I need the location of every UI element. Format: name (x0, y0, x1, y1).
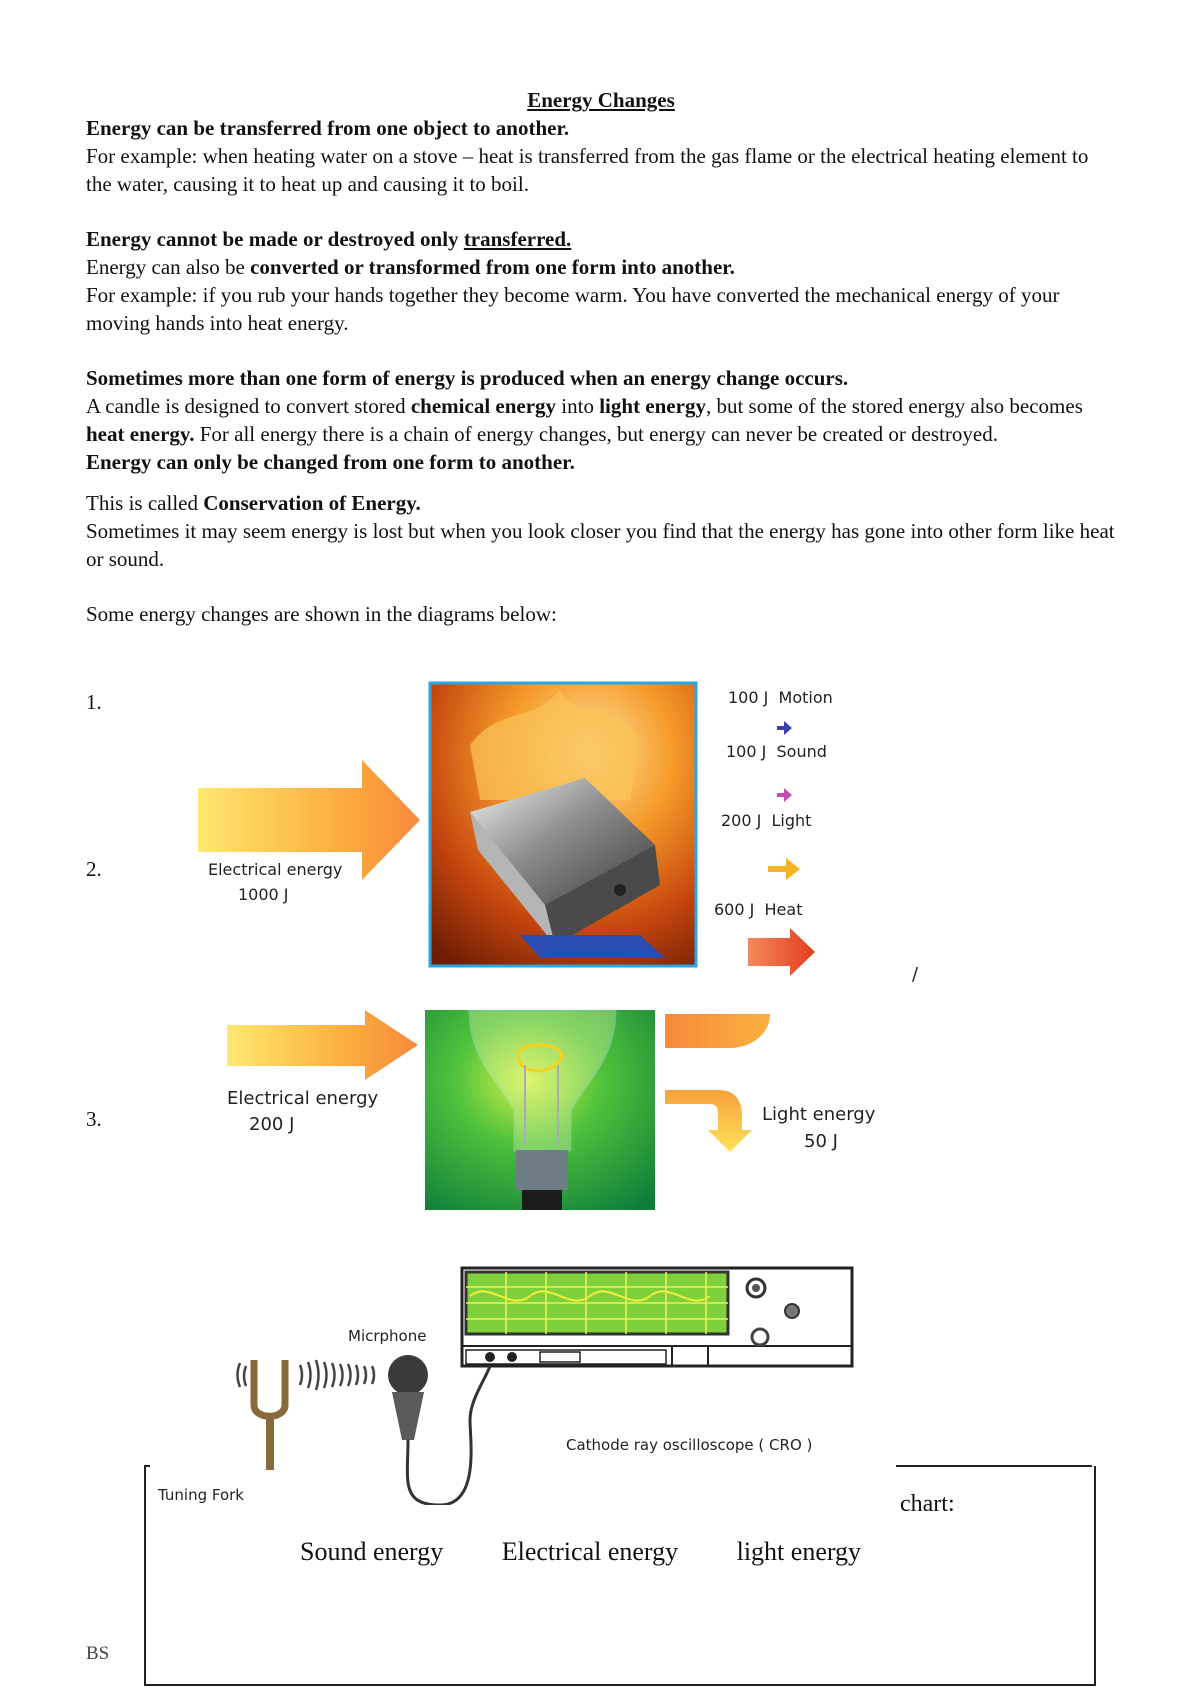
footer-initials: BS (86, 1643, 110, 1664)
chart-label: chart: (900, 1491, 955, 1517)
bulb-output-label: Light energy (762, 1104, 876, 1125)
p1-text: For example: when heating water on a stove – heat is transferred from the gas flame or the electrical heating element to the water, causing it to heat up and causing it to boil. (86, 144, 1089, 196)
p3-text: A candle is designed to convert stored chemical energy into light energy, but some of the stored energy also becomes heat energy. For all energy there is a chain of energy changes, but energy can never be created or destroyed. (86, 394, 1083, 446)
p2-heading: Energy cannot be made or destroyed only transferred. (86, 227, 572, 251)
p2-text: For example: if you rub your hands together they become warm. You have converted the mechanical energy of your moving hands into heat energy. (86, 283, 1060, 335)
cro-label: Cathode ray oscilloscope ( CRO ) (566, 1436, 813, 1454)
energy-options (300, 1537, 913, 1567)
option-sound: Sound energy (300, 1537, 444, 1566)
document-body (86, 86, 1116, 628)
svg-text:/: / (912, 964, 919, 985)
option-light: light energy (736, 1537, 862, 1566)
bulb-output-value: 50 J (804, 1131, 838, 1152)
output-heat: 600 J Heat (714, 900, 803, 919)
p3-conclusion: Energy can only be changed from one form to another. (86, 450, 575, 474)
output-light: 200 J Light (721, 811, 812, 830)
heat-arrow (748, 928, 815, 976)
motion-arrow (777, 721, 792, 735)
light-arrow (768, 858, 800, 880)
bulb-input-value: 200 J (249, 1114, 295, 1135)
option-electrical: Electrical energy (501, 1537, 679, 1566)
bulb-diagram (0, 1000, 1200, 1220)
p1-heading: Energy can be transferred from one object to another. (86, 116, 570, 140)
sound-arrow (777, 788, 792, 802)
toaster-input-value: 1000 J (238, 885, 289, 904)
p2-line2: Energy can also be converted or transformed from one form into another. (86, 255, 735, 279)
output-motion: 100 J Motion (728, 688, 833, 707)
microphone-label: Micrphone (348, 1327, 427, 1345)
number-2: 2. (86, 857, 102, 881)
p4-text: Sometimes it may seem energy is lost but when you look closer you find that the energy has gone into other form like heat or sound. (86, 519, 1115, 571)
cro-diagram (0, 1265, 1200, 1505)
p3-heading: Sometimes more than one form of energy is produced when an energy change occurs. (86, 366, 849, 390)
tuning-fork (254, 1360, 285, 1416)
tuning-fork-label: Tuning Fork (158, 1486, 244, 1504)
bulb-input-arrow (227, 1010, 418, 1080)
number-1: 1. (86, 690, 102, 714)
toaster-diagram (0, 670, 1200, 990)
microphone-head (388, 1355, 428, 1395)
output-sound: 100 J Sound (726, 742, 827, 761)
p4-heading: This is called Conservation of Energy. (86, 491, 421, 515)
page-title: Energy Changes (527, 88, 675, 112)
diagram-intro: Some energy changes are shown in the diagrams below: (86, 602, 557, 626)
number-3: 3. (86, 1107, 102, 1131)
toaster-input-label: Electrical energy (208, 860, 343, 879)
bulb-input-label: Electrical energy (227, 1088, 379, 1109)
